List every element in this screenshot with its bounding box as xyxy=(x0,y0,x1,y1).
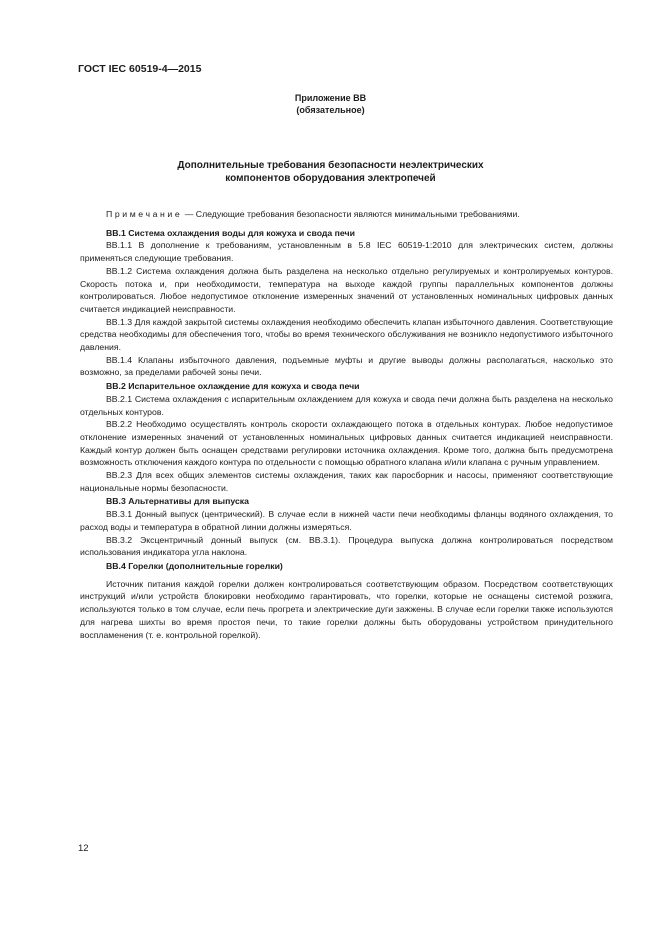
paragraph-bb4-1: Источник питания каждой горелки должен контролироваться соответствующим образом. Посредством соответствующих инструкций и/или устройств блокировки необходимо гарантировать, что горелки, которые не оснащены системой розжига, используются только в том случае, если печь прогрета и электрические дуги зажжены. В случае если горелки также используются для нагрева шихты во время простоя печи, то такие горелки должны быть оборудованы устройством принудительного воспламенения (т. е. контрольной горелкой). xyxy=(80,578,613,640)
paragraph-bb1-2: ВВ.1.2 Система охлаждения должна быть разделена на несколько отдельно регулируемых и контролируемых контуров. Скорость потока и, при необходимости, температура на выходе каждой группы параллельных компонентов должны контролироваться. Любое недопустимое отклонение измеренных значений от установленных номинальных цифровых данных считается индикацией неисправности. xyxy=(80,265,613,314)
section-heading-bb4: ВВ.4 Горелки (дополнительные горелки) xyxy=(106,560,283,571)
paragraph-bb1-3: ВВ.1.3 Для каждой закрытой системы охлаждения необходимо обеспечить клапан избыточного давления. Соответствующие средства необходимы для обеспечения того, чтобы во время технического обслуживания не возникло недопустимого избыточного давления. xyxy=(80,316,613,353)
section-heading-bb2: ВВ.2 Испарительное охлаждение для кожуха и свода печи xyxy=(106,381,360,392)
paragraph-bb3-1: ВВ.3.1 Донный выпуск (центрический). В случае если в нижней части печи необходимы фланцы водяного охлаждения, то расход воды и температура в обратной линии должны измеряться. xyxy=(80,509,613,532)
note-label: Примечание xyxy=(106,209,183,219)
paragraph-bb2-3: ВВ.2.3 Для всех общих элементов системы охлаждения, таких как паросборник и насосы, применяют соответствующие национальные нормы безопасности. xyxy=(80,470,613,493)
annex-title: Приложение ВВ xyxy=(294,93,367,103)
main-title xyxy=(0,159,661,185)
page-number: 12 xyxy=(78,843,89,854)
paragraph-bb3-2: ВВ.3.2 Эксцентричный донный выпуск (см. ВВ.3.1). Процедура выпуска должна контролироваться посредством использования индикатора угла наклона. xyxy=(80,534,613,558)
note-paragraph xyxy=(80,208,613,221)
main-title-line-2: компонентов оборудования электропечей xyxy=(225,173,436,184)
annex-subtitle: (обязательное) xyxy=(296,105,365,115)
document-body xyxy=(80,208,613,641)
paragraph-bb1-1: ВВ.1.1 В дополнение к требованиям, установленным в 5.8 IEC 60519-1:2010 для электрических систем, должны применяться следующие требования. xyxy=(80,240,613,264)
paragraph-bb2-1: ВВ.2.1 Система охлаждения с испарительным охлаждением для кожуха и свода печи должна быть разделена на несколько отдельных контуров. xyxy=(80,393,613,417)
section-heading-bb3: ВВ.3 Альтернативы для выпуска xyxy=(106,496,249,507)
main-title-line-1: Дополнительные требования безопасности неэлектрических xyxy=(177,160,484,171)
document-header: ГОСТ IEC 60519-4—2015 xyxy=(78,63,202,75)
paragraph-bb1-4: ВВ.1.4 Клапаны избыточного давления, подъемные муфты и другие выводы должны располагаться, насколько это возможно, за пределами рабочей зоны печи. xyxy=(80,354,613,378)
section-heading-bb1: ВВ.1 Система охлаждения воды для кожуха и свода печи xyxy=(106,227,355,238)
paragraph-bb2-2: ВВ.2.2 Необходимо осуществлять контроль скорости охлаждающего потока в отдельных контурах. Любое недопустимое отклонение измеренных значений от установленных номинальных цифровых данных считается индикацией неисправности. Каждый контур должен быть оснащен средствами регулировки источника охлаждения. Кроме того, должна быть предусмотрена возможность отключения каждого контура по отдельности с помощью обратного клапана и/или клапана с ручным управлением. xyxy=(80,419,613,468)
note-text: — Следующие требования безопасности являются минимальными требованиями. xyxy=(182,209,520,219)
